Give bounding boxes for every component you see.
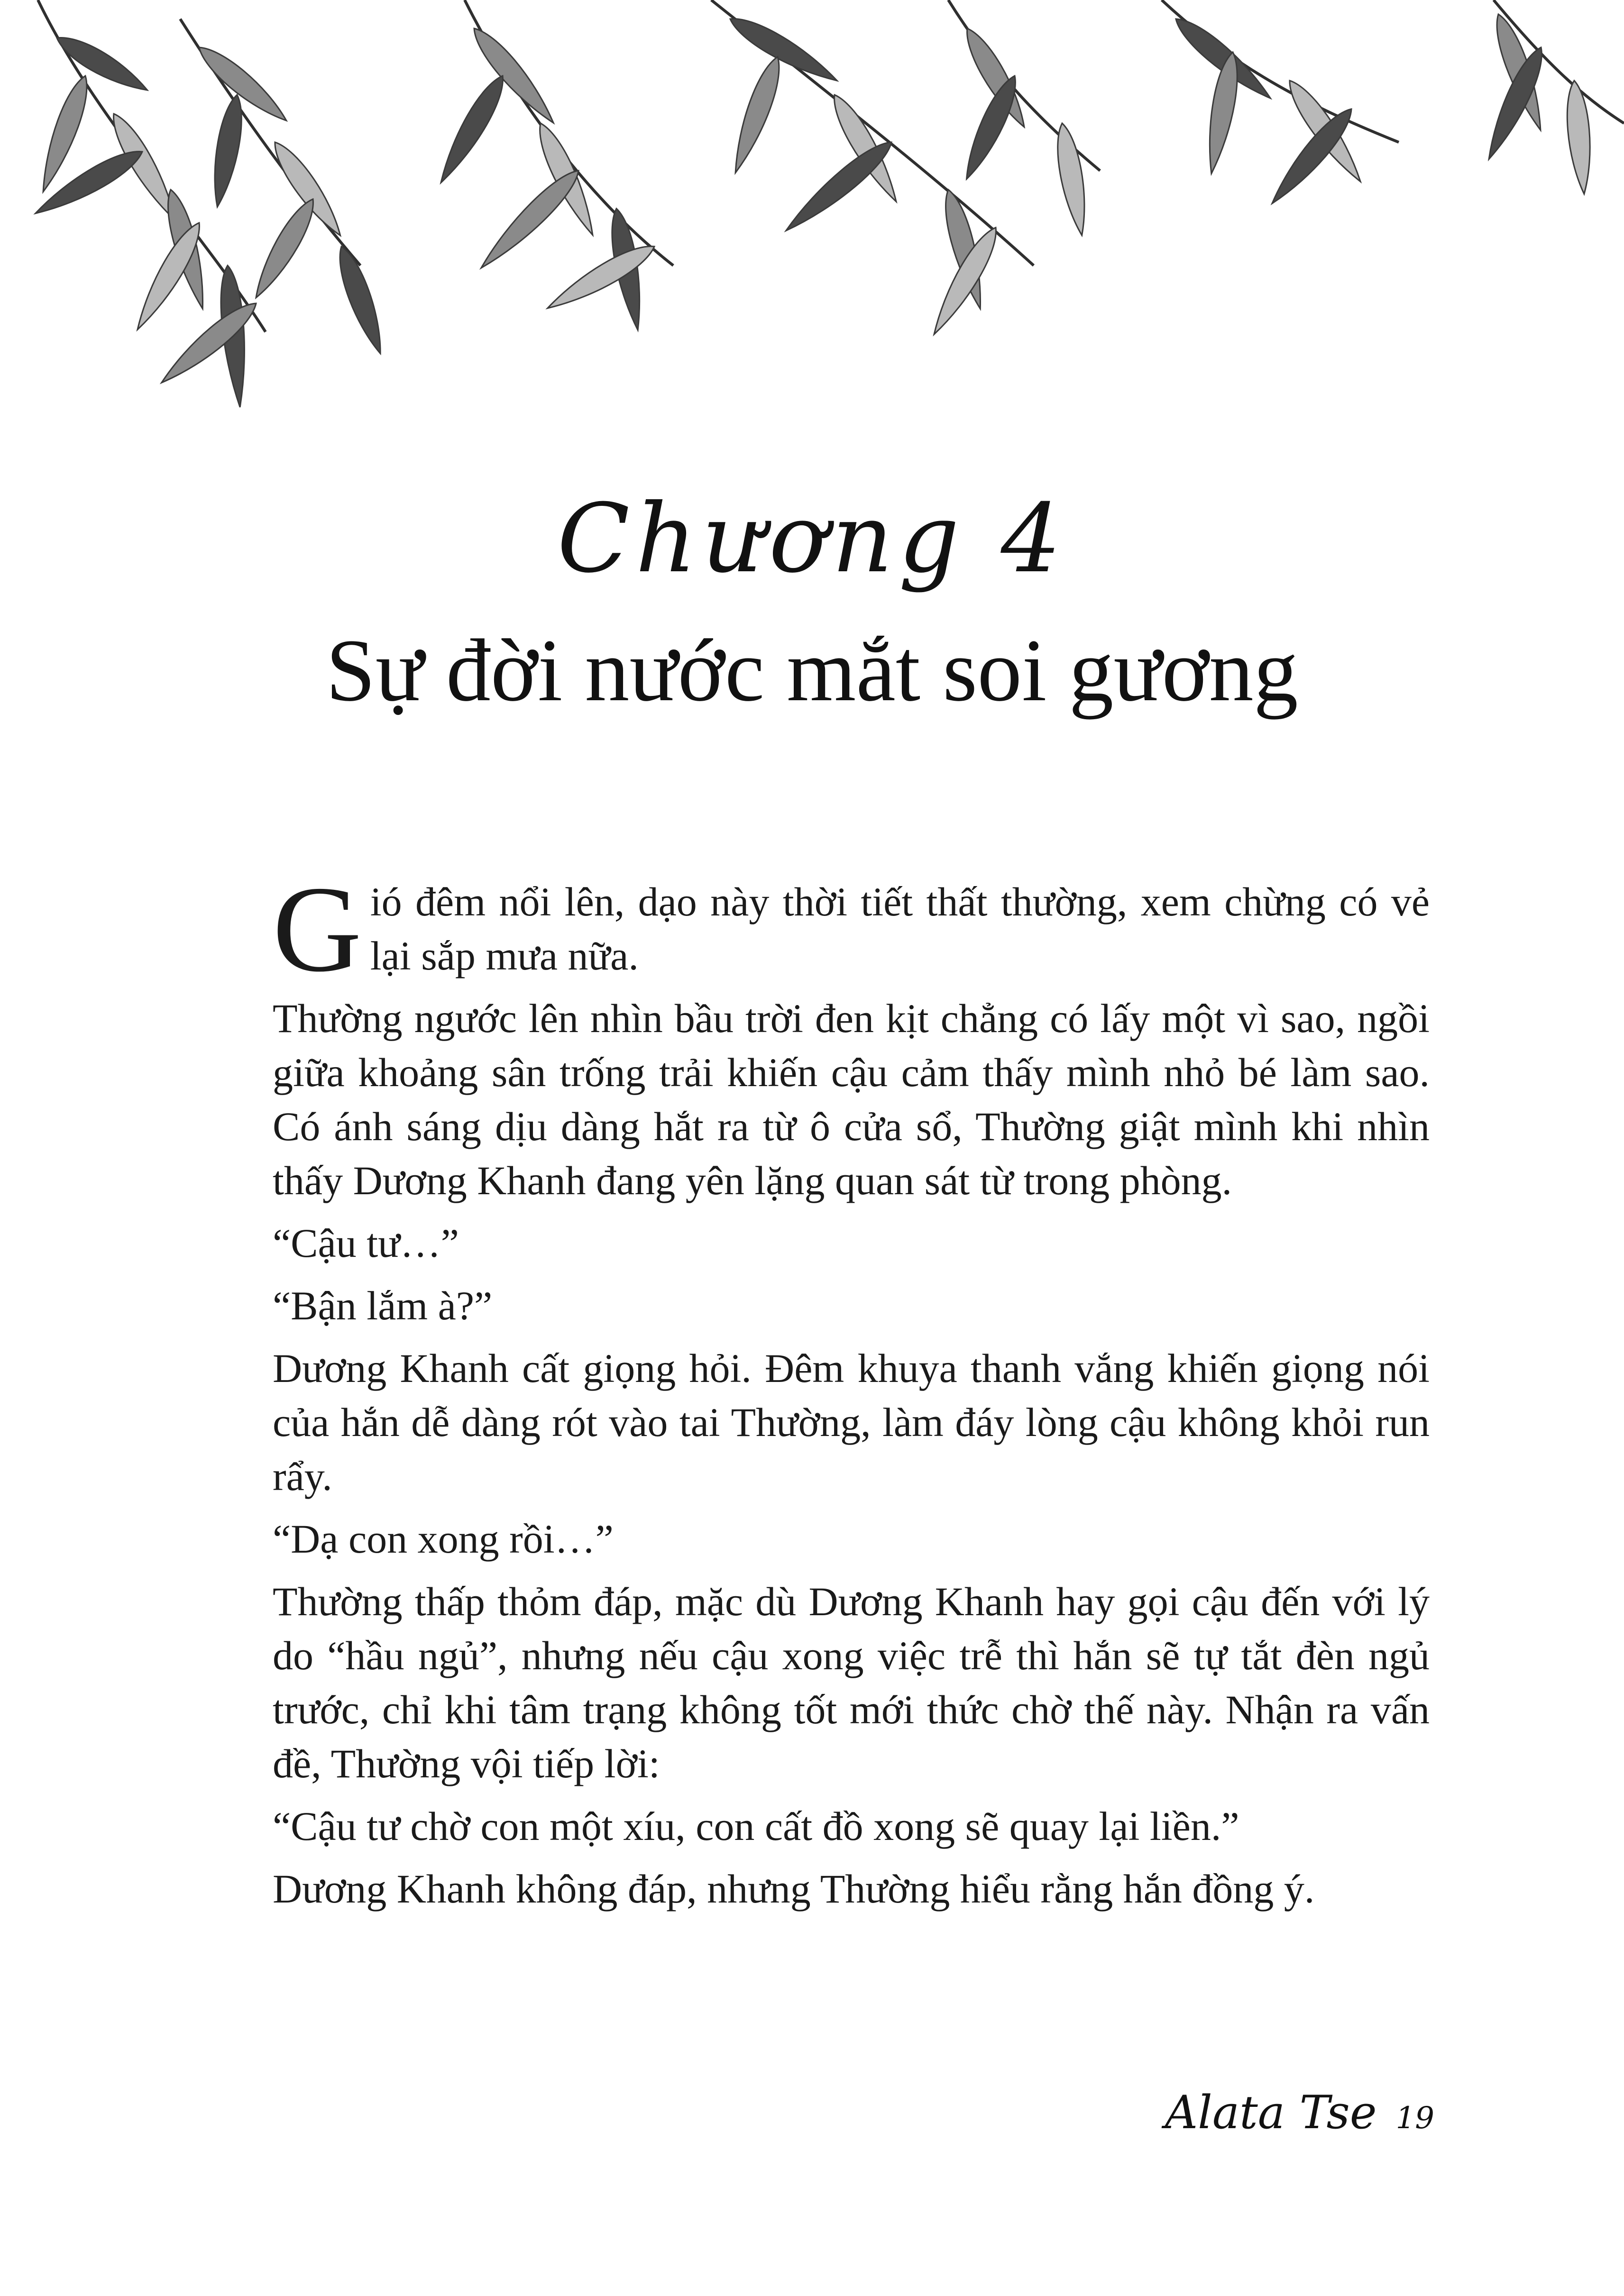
- page-number: 19: [1395, 2101, 1434, 2136]
- paragraph: “Dạ con xong rồi…”: [273, 1516, 614, 1562]
- paragraph: Dương Khanh không đáp, nhưng Thường hiểu rằng hắn đồng ý.: [273, 1866, 1315, 1912]
- paragraph: Thường ngước lên nhìn bầu trời đen kịt chẳng có lấy một vì sao, ngồi giữa khoảng sân trống trải khiến cậu cảm thấy mình nhỏ bé làm sao. Có ánh sáng dịu dàng hắt ra từ ô cửa sổ, Thường giật mình khi nhìn thấy Dương Khanh đang yên lặng quan sát từ trong phòng.: [273, 996, 1430, 1203]
- author-signature: Alata Tse: [1165, 2086, 1377, 2139]
- chapter-body: [273, 861, 1430, 1924]
- paragraph: Thường thấp thỏm đáp, mặc dù Dương Khanh hay gọi cậu đến với lý do “hầu ngủ”, nhưng nếu cậu xong việc trễ thì hắn sẽ tự tắt đèn ngủ trước, chỉ khi tâm trạng không tốt mới thức chờ thế này. Nhận ra vấn đề, Thường vội tiếp lời:: [273, 1579, 1430, 1786]
- paragraph: “Cậu tư…”: [273, 1220, 459, 1266]
- paragraph: “Cậu tư chờ con một xíu, con cất đồ xong sẽ quay lại liền.”: [273, 1803, 1239, 1849]
- page-footer: [1165, 2086, 1434, 2139]
- bamboo-leaves-icon: [0, 0, 1624, 521]
- chapter-label: Chương 4: [557, 484, 1067, 594]
- paragraph: “Bận lắm à?”: [273, 1283, 493, 1328]
- chapter-title: Sự đời nước mắt soi gương: [326, 621, 1298, 720]
- paragraph: Gió đêm nổi lên, dạo này thời tiết thất thường, xem chừng có vẻ lại sắp mưa nữa.: [273, 861, 1430, 997]
- paragraph: Dương Khanh cất giọng hỏi. Đêm khuya thanh vắng khiến giọng nói của hắn dễ dàng rót vào tai Thường, làm đáy lòng cậu không khỏi run rẩy.: [273, 1345, 1430, 1499]
